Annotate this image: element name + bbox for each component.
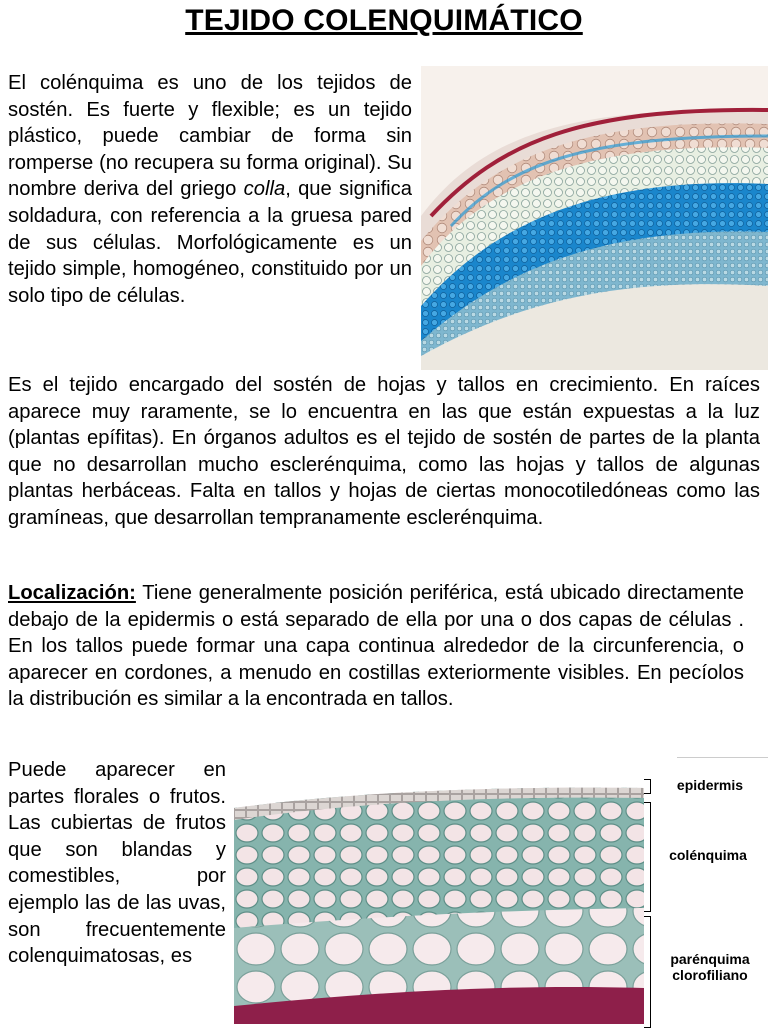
- function-paragraph: Es el tejido encargado del sostén de hojas y tallos en crecimiento. En raíces aparece muy raramente, se lo encuentra en las que están expuestas a la luz (plantas epífitas). En órganos adultos es el tejido de sostén de partes de la planta que no desarrollan mucho esclerénquima, como las hojas y tallos de algunas plantas herbáceas. Falta en tallos y hojas de ciertas monocotiledóneas como las gramíneas, que desarrollan tempranamente esclerénquima.: [8, 374, 760, 529]
- micrograph-stem-cross-section: [421, 66, 768, 370]
- intro-paragraph: [8, 70, 412, 309]
- micrograph-collenchyma: [234, 778, 644, 1024]
- label-parenquima-1: parénquima: [670, 951, 750, 967]
- localizacion-paragraph: [8, 580, 744, 713]
- parenquima-bracket: [644, 916, 651, 1028]
- epidermis-bracket: [644, 779, 651, 794]
- page-title: TEJIDO COLENQUIMÁTICO: [185, 4, 583, 37]
- label-parenquima-2: clorofiliano: [672, 967, 748, 983]
- localizacion-text: Tiene generalmente posición periférica, está ubicado directamente debajo de la epidermis o está separado de ella por una o dos capas de células . En los tallos puede formar una capa continua alrededor de la circunferencia, o aparecer en cordones, a menudo en costillas exteriormente visibles. En pecíolos la distribución es similar a la encontrada en tallos.: [8, 582, 744, 711]
- localizacion-heading: Localización:: [8, 582, 136, 604]
- intro-text-a: El colénquima es uno de los tejidos de sostén. Es fuerte y flexible; es un tejido plástico, puede cambiar de forma sin romperse (no recupera su forma original). Su nombre deriva del griego: [8, 72, 412, 201]
- intro-italic-term: colla: [243, 178, 286, 201]
- intro-text-b: , que significa soldadura, con referencia a la gruesa pared de sus células. Morfológicamente es un tejido simple, homogéneo, constituido por un solo tipo de células.: [8, 178, 412, 307]
- colenquima-bracket: [644, 802, 651, 912]
- divider-line: [677, 757, 768, 758]
- micrograph-collenchyma-svg: [234, 778, 644, 1024]
- fruits-paragraph: Puede aparecer en partes florales o frutos. Las cubiertas de frutos que son blandas y comestibles, por ejemplo las de las uvas, son frecuentemente colenquimatosas, es: [8, 759, 226, 968]
- label-epidermis: epidermis: [676, 777, 744, 793]
- micrograph-stem-svg: [421, 66, 768, 370]
- label-colenquima: colénquima: [669, 847, 747, 863]
